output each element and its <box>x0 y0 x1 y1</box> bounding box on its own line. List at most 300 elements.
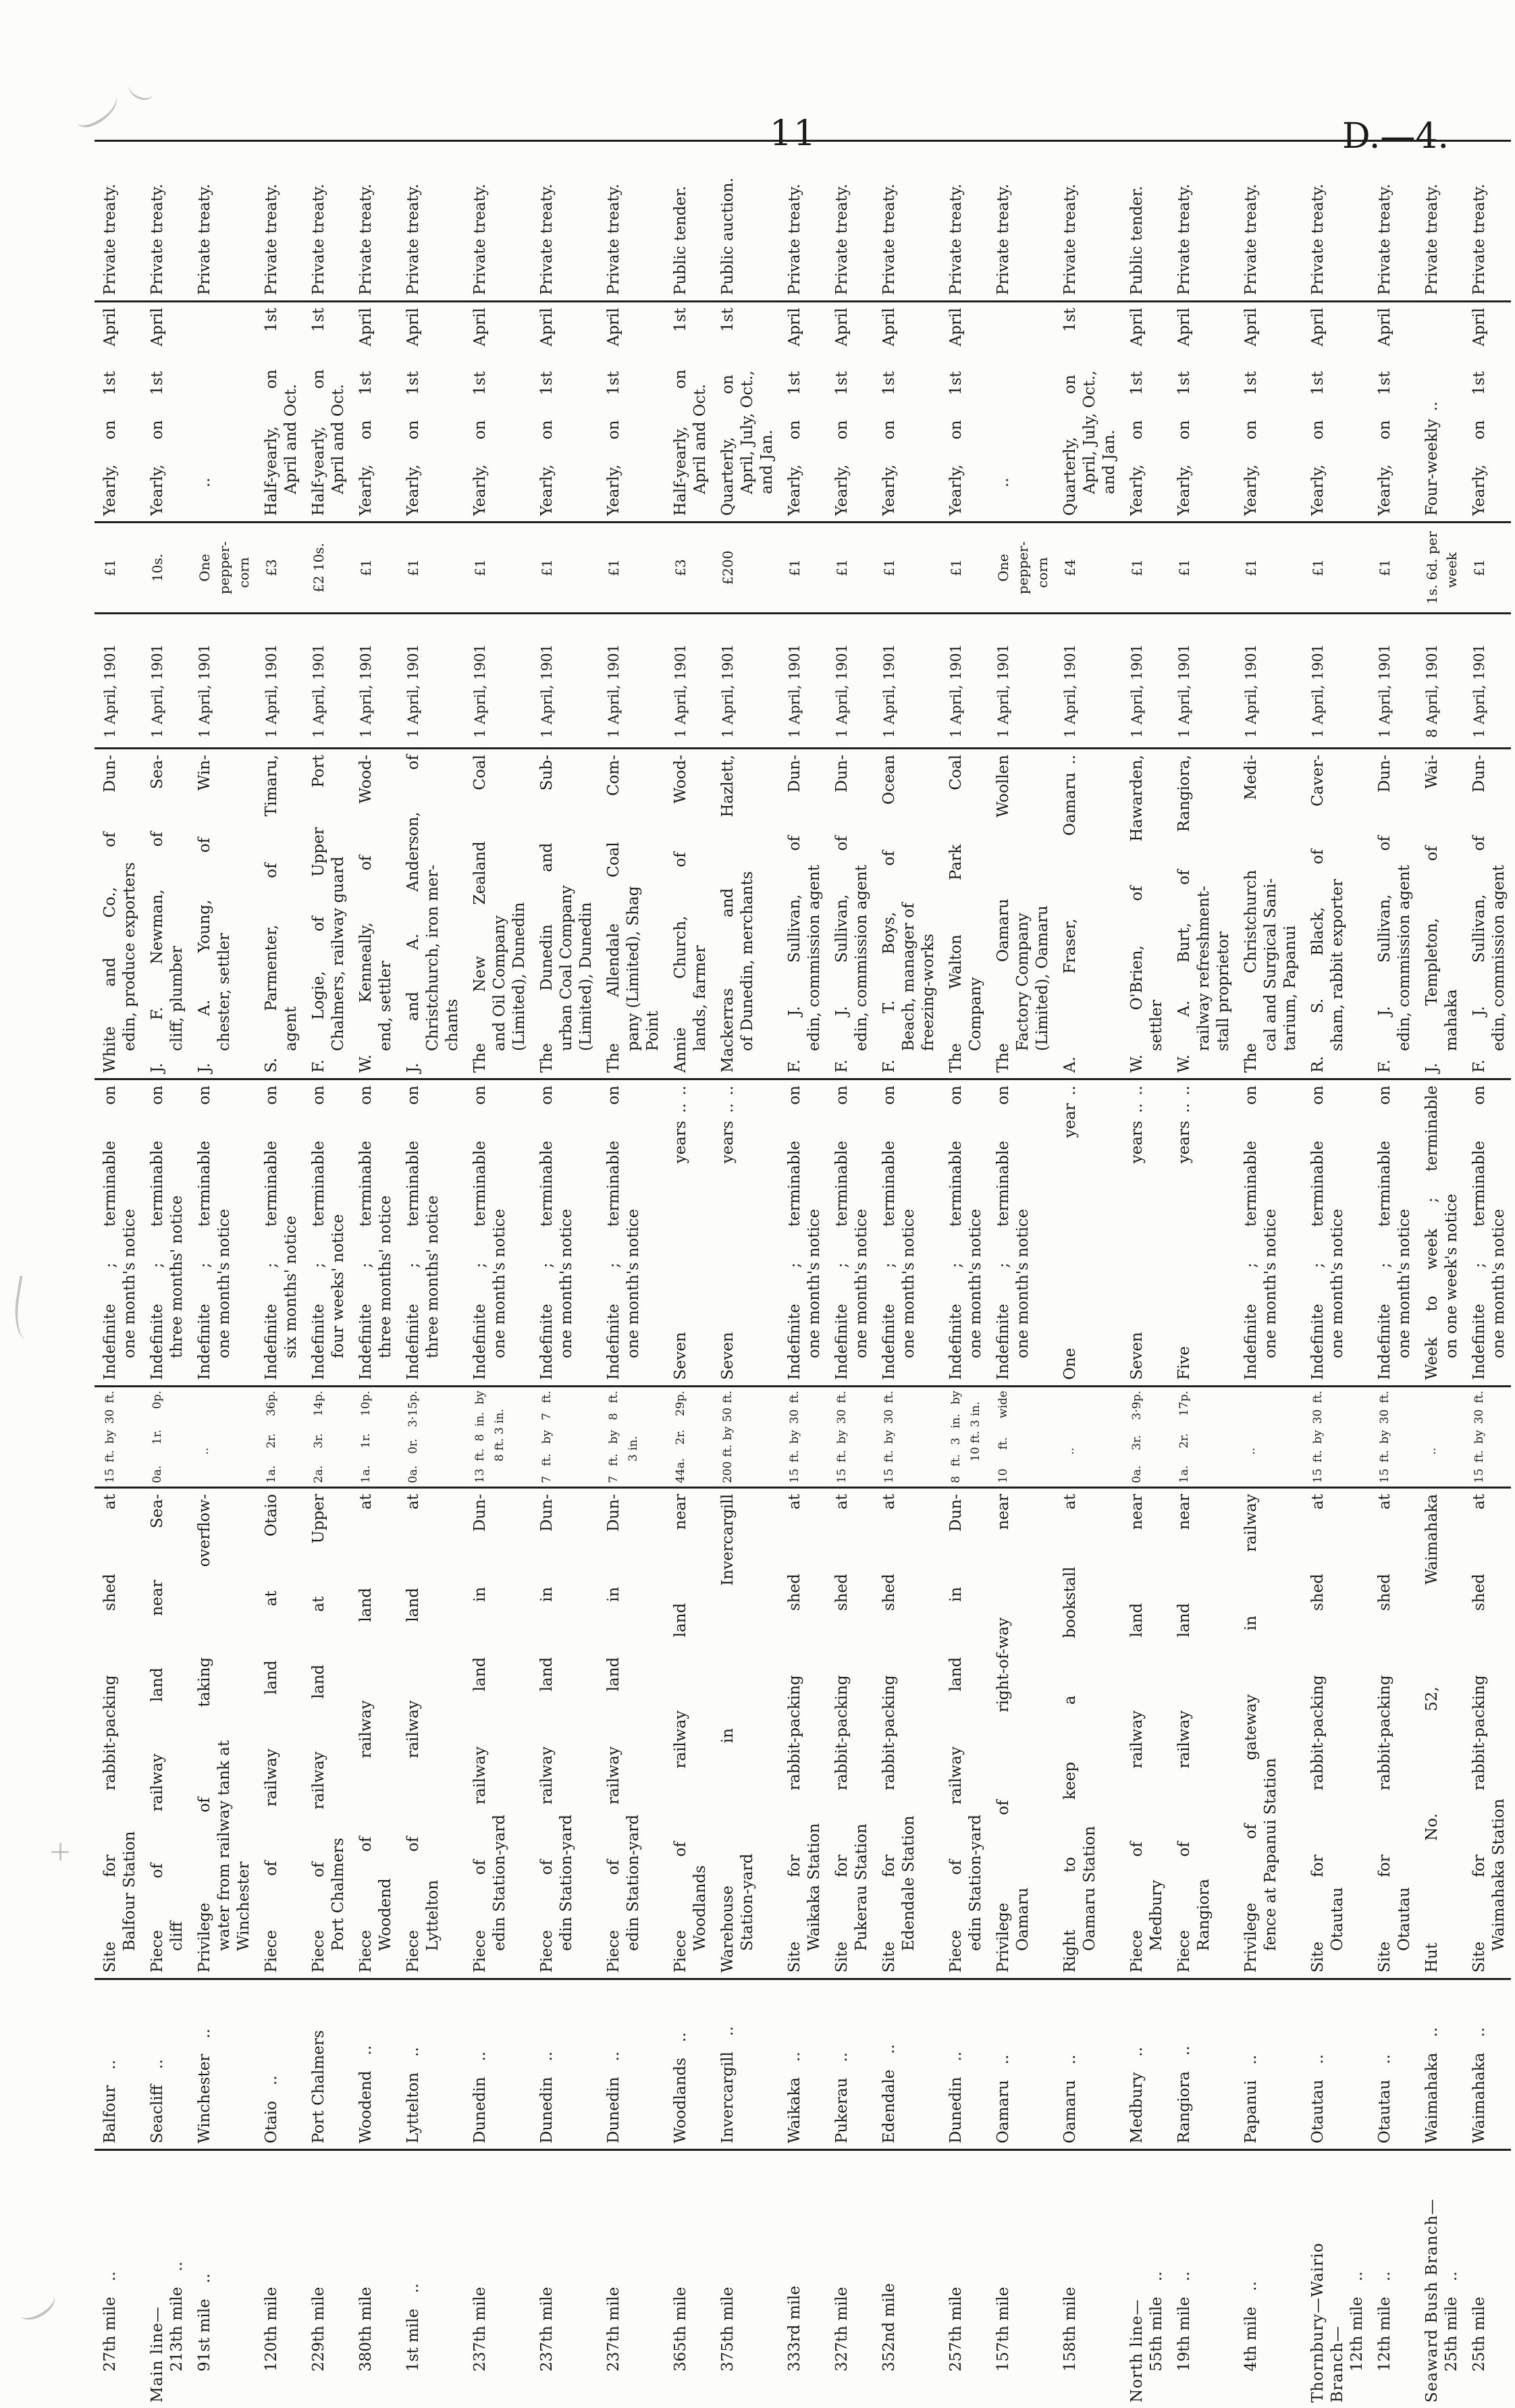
cell-station <box>779 1978 826 2149</box>
cell-line: three months' notice <box>377 1195 394 1358</box>
cell-line: April and Oct. <box>691 383 709 494</box>
cell-mile <box>665 2149 712 2408</box>
cell-lessee <box>826 747 874 1078</box>
cell-line: Yearly, on 1st April <box>1128 308 1146 516</box>
cell-line: 2a. 3r. 14p. <box>312 1391 325 1483</box>
cell-pay <box>398 300 464 521</box>
cell-terms <box>398 1078 464 1385</box>
cell-line: of Dunedin, merchants <box>739 871 756 1051</box>
cell-line: and Oil Company <box>491 915 508 1051</box>
cell-line: Pukerau Station <box>853 1823 870 1951</box>
cell-lessee <box>1121 747 1169 1078</box>
cell-station <box>1169 1978 1235 2149</box>
cell-line: Piece of railway land in Dun- <box>947 1494 965 1973</box>
cell-line: Indefinite ; terminable on <box>538 1086 556 1380</box>
cell-line: 0a. 3r. 3·9p. <box>1130 1391 1144 1483</box>
cell-disp <box>1302 140 1369 300</box>
cell-line: edin Station-yard <box>491 1815 508 1951</box>
table-row <box>1464 140 1511 2408</box>
cell-line: F. Logie, of Upper Port <box>310 755 327 1073</box>
cell-lessee <box>779 747 826 1078</box>
cell-line: Yearly, on 1st April <box>357 308 375 516</box>
cell-line: Private treaty. <box>1376 184 1393 295</box>
cell-line: Thornbury—Wairio <box>1309 2242 1327 2403</box>
cell-line: April and Oct. <box>329 383 347 494</box>
cell-line: 1 April, 1901 <box>881 644 897 738</box>
cell-rent <box>256 521 303 612</box>
cell-disp <box>874 140 940 300</box>
cell-terms <box>95 1078 142 1385</box>
cell-line: Yearly, on 1st April <box>149 308 166 516</box>
cell-mile <box>1169 2149 1235 2408</box>
cell-pay <box>189 300 256 521</box>
cell-terms <box>665 1078 712 1385</box>
cell-line: Public tender. <box>672 186 689 295</box>
cell-mile <box>712 2149 779 2408</box>
cell-line: edin Station-yard <box>624 1815 642 1951</box>
cell-line: Yearly, on 1st April <box>1376 308 1393 516</box>
cell-disp <box>1464 140 1511 300</box>
cell-line: Yearly, on 1st April <box>1175 308 1193 516</box>
cell-line: Private treaty. <box>149 184 166 295</box>
cell-line: (Limited), Dunedin <box>510 902 528 1051</box>
cell-line: Port Chalmers <box>329 1838 347 1951</box>
cell-line: cliff <box>168 1921 186 1951</box>
table-row <box>350 140 398 2408</box>
cell-line: Half-yearly, on 1st <box>672 308 689 516</box>
cell-area <box>598 1385 665 1487</box>
cell-line: Indefinite ; terminable on <box>833 1086 851 1380</box>
cell-area <box>1169 1385 1235 1487</box>
cell-line: Main line— <box>149 2306 166 2403</box>
cell-area <box>256 1385 303 1487</box>
cell-line: three months' notice <box>168 1195 186 1358</box>
cell-area <box>1369 1385 1416 1487</box>
cell-line: Private treaty. <box>101 184 119 295</box>
cell-line: Private treaty. <box>404 184 422 295</box>
cell-line: 157th mile <box>994 2286 1012 2372</box>
cell-desc <box>256 1487 303 1978</box>
cell-line: Dunedin .. <box>471 2051 489 2143</box>
cell-line: Waimahaka .. <box>1423 2027 1441 2143</box>
cell-line: 8 ft. 3 in. by <box>949 1391 963 1483</box>
cell-disp <box>779 140 826 300</box>
cell-line: one month's notice <box>491 1208 508 1358</box>
table-row <box>1235 140 1302 2408</box>
cell-terms <box>189 1078 256 1385</box>
cell-line: 25th mile <box>1470 2297 1488 2372</box>
cell-line: 4th mile .. <box>1242 2281 1260 2372</box>
cell-line: Yearly, on 1st April <box>833 308 851 516</box>
cell-area <box>712 1385 779 1487</box>
cell-line: Private treaty. <box>994 184 1012 295</box>
cell-station <box>303 1978 350 2149</box>
cell-rent <box>1416 521 1464 612</box>
cell-terms <box>1464 1078 1511 1385</box>
cell-rent <box>531 521 598 612</box>
cell-disp <box>598 140 665 300</box>
cell-lessee <box>665 747 712 1078</box>
cell-line: Yearly, on 1st April <box>1470 308 1488 516</box>
cell-line: £1 <box>834 559 850 577</box>
cell-area <box>940 1385 988 1487</box>
cell-line: Private treaty. <box>471 184 489 295</box>
cell-line: Private treaty. <box>310 184 327 295</box>
cell-area <box>665 1385 712 1487</box>
cell-date <box>1235 612 1302 747</box>
cell-area <box>303 1385 350 1487</box>
cell-line: Indefinite ; terminable on <box>196 1086 213 1380</box>
cell-line: 91st mile .. <box>196 2273 213 2372</box>
cell-line: stall proprietor <box>1215 931 1232 1051</box>
cell-lessee <box>1055 747 1121 1078</box>
cell-station <box>940 1978 988 2149</box>
cell-desc <box>142 1487 189 1978</box>
cell-area <box>1302 1385 1369 1487</box>
cell-line: 44a. 2r. 29p. <box>674 1391 687 1483</box>
cell-line: 15 ft. by 30 ft. <box>835 1391 849 1483</box>
cell-line: .. <box>196 477 213 487</box>
cell-terms <box>1369 1078 1416 1385</box>
cell-line: (Limited), Oamaru <box>1034 905 1051 1051</box>
cell-line: Christchurch, iron mer- <box>424 864 442 1051</box>
cell-lessee <box>1369 747 1416 1078</box>
cell-line: Private treaty. <box>263 184 280 295</box>
cell-line: £1 <box>1377 559 1393 577</box>
cell-line: Quarterly, on 1st <box>1061 308 1079 516</box>
cell-line: one month's notice <box>967 1208 984 1358</box>
cell-line: 7 ft. by 8 ft. <box>607 1391 620 1483</box>
cell-line: 380th mile <box>357 2286 375 2372</box>
cell-line: Yearly, on 1st April <box>538 308 556 516</box>
cell-line: Waikaka .. <box>786 2052 803 2143</box>
cell-desc <box>826 1487 874 1978</box>
table-row <box>95 140 142 2408</box>
cell-terms <box>988 1078 1055 1385</box>
cell-line: One pepper- <box>196 541 232 595</box>
cell-date <box>303 612 350 747</box>
cell-desc <box>1302 1487 1369 1978</box>
cell-line: 213th mile .. <box>168 2261 186 2372</box>
cell-line: Piece of railway land in Dun- <box>605 1494 622 1973</box>
cell-disp <box>940 140 988 300</box>
cell-line: Half-yearly, on 1st <box>310 308 327 516</box>
table-row <box>940 140 988 2408</box>
cell-date <box>142 612 189 747</box>
table-row <box>712 140 779 2408</box>
cell-pay <box>95 300 142 521</box>
cell-mile <box>531 2149 598 2408</box>
cell-line: water from railway tank at <box>215 1740 233 1951</box>
cell-line: Medbury .. <box>1128 2046 1146 2143</box>
cell-line: The Walton Park Coal <box>947 755 965 1073</box>
cell-line: Private treaty. <box>1061 184 1079 295</box>
cell-line: Beach, manager of <box>900 903 918 1051</box>
cell-line: 1 April, 1901 <box>196 644 213 738</box>
cell-line: Site for rabbit-packing shed at <box>101 1494 119 1973</box>
cell-line: Private treaty. <box>786 184 803 295</box>
cell-line: Papanui .. <box>1242 2054 1260 2143</box>
table-row <box>779 140 826 2408</box>
cell-station <box>1121 1978 1169 2149</box>
cell-lessee <box>1464 747 1511 1078</box>
cell-line: 19th mile .. <box>1175 2271 1193 2372</box>
cell-disp <box>1369 140 1416 300</box>
cell-mile <box>1464 2149 1511 2408</box>
cell-date <box>874 612 940 747</box>
cell-rent <box>189 521 256 612</box>
cell-line: Indefinite ; terminable on <box>994 1086 1012 1380</box>
cell-line: Yearly, on 1st April <box>947 308 965 516</box>
cell-line: Public tender. <box>1128 186 1146 295</box>
cell-line: six months' notice <box>282 1215 300 1358</box>
cell-line: F. J. Sullivan, of Dun- <box>1376 755 1393 1073</box>
cell-line: £1 <box>405 559 421 577</box>
cell-line: J. Templeton, of Wai- <box>1423 755 1441 1073</box>
cell-pay <box>1302 300 1369 521</box>
cell-line: 1 April, 1901 <box>948 644 964 738</box>
pencil-mark <box>59 1843 61 1861</box>
cell-rent <box>712 521 779 612</box>
cell-area <box>826 1385 874 1487</box>
cell-pay <box>1235 300 1302 521</box>
cell-line: 12th mile .. <box>1348 2271 1366 2372</box>
cell-line: 15 ft. by 30 ft. <box>1472 1391 1486 1483</box>
cell-terms <box>1121 1078 1169 1385</box>
cell-lessee <box>531 747 598 1078</box>
cell-mile <box>1369 2149 1416 2408</box>
cell-line: 237th mile <box>471 2286 489 2372</box>
cell-line: Indefinite ; terminable on <box>310 1086 327 1380</box>
cell-line: .. <box>1425 1447 1439 1455</box>
cell-line: £1 <box>1243 559 1259 577</box>
cell-line: W. O'Brien, of Hawarden, <box>1128 755 1146 1073</box>
cell-station <box>712 1978 779 2149</box>
cell-line: Dunedin .. <box>538 2051 556 2143</box>
cell-line: Waimahaka .. <box>1470 2027 1488 2143</box>
cell-pay <box>874 300 940 521</box>
cell-line: 1 April, 1901 <box>1062 644 1078 738</box>
cell-line: 1a. 1r. 10p. <box>359 1391 373 1483</box>
cell-line: Pukerau .. <box>833 2052 851 2143</box>
cell-disp <box>303 140 350 300</box>
cell-line: Piece of railway land at Upper <box>310 1494 327 1973</box>
cell-station <box>988 1978 1055 2149</box>
cell-date <box>189 612 256 747</box>
cell-line: Annie Church, of Wood- <box>672 755 689 1073</box>
cell-rent <box>464 521 531 612</box>
cell-line: White and Co., of Dun- <box>101 755 119 1073</box>
cell-line: Oamaru .. <box>994 2054 1012 2143</box>
cell-rent <box>874 521 940 612</box>
cell-pay <box>1055 300 1121 521</box>
cell-line: £1 <box>1176 559 1192 577</box>
cell-pay <box>256 300 303 521</box>
cell-line: £1 <box>539 559 555 577</box>
cell-date <box>665 612 712 747</box>
cell-pay <box>1169 300 1235 521</box>
cell-line: Dunedin .. <box>605 2051 622 2143</box>
cell-line: Site for rabbit-packing shed at <box>833 1494 851 1973</box>
cell-line: edin, commission agent <box>805 865 823 1051</box>
cell-line: 158th mile <box>1061 2286 1079 2372</box>
cell-line: 10 ft. 3 in. <box>969 1401 982 1462</box>
cell-line: Piece of railway land at <box>404 1494 422 1973</box>
cell-line: Private treaty. <box>196 184 213 295</box>
cell-rent <box>95 521 142 612</box>
cell-desc <box>874 1487 940 1978</box>
cell-line: Winchester <box>235 1861 252 1951</box>
cell-mile <box>598 2149 665 2408</box>
cell-line: £3 <box>263 559 280 577</box>
cell-lessee <box>398 747 464 1078</box>
cell-lessee <box>256 747 303 1078</box>
cell-line: Piece of railway land at Otaio <box>263 1494 280 1973</box>
cell-line: Indefinite ; terminable on <box>605 1086 622 1380</box>
cell-line: 237th mile <box>538 2286 556 2372</box>
cell-line: Privilege of gateway in railway <box>1242 1494 1260 1973</box>
cell-line: 1a. 2r. 36p. <box>265 1391 278 1483</box>
cell-terms <box>712 1078 779 1385</box>
cell-mile <box>350 2149 398 2408</box>
cell-line: Hut No. 52, Waimahaka <box>1423 1494 1441 1973</box>
table-row <box>1121 140 1169 2408</box>
cell-line: W. Kenneally, of Wood- <box>357 755 375 1073</box>
cell-line: Site for rabbit-packing shed at <box>786 1494 803 1973</box>
cell-line: Private treaty. <box>1175 184 1193 295</box>
document-reference: D.—4. <box>1342 116 1449 157</box>
cell-area <box>874 1385 940 1487</box>
cell-rent <box>142 521 189 612</box>
cell-station <box>95 1978 142 2149</box>
cell-mile <box>874 2149 940 2408</box>
cell-station <box>256 1978 303 2149</box>
table-row <box>1369 140 1416 2408</box>
cell-line: Rangiora .. <box>1175 2045 1193 2143</box>
cell-line: £1 <box>1310 559 1326 577</box>
lease-table-body <box>95 140 1511 2408</box>
cell-line: £1 <box>1471 559 1487 577</box>
cell-area <box>1121 1385 1169 1487</box>
cell-lessee <box>142 747 189 1078</box>
cell-desc <box>1235 1487 1302 1978</box>
cell-line: Piece of railway land near Sea- <box>149 1494 166 1973</box>
cell-line: 3 in. <box>627 1435 640 1462</box>
cell-line: Indefinite ; terminable on <box>1309 1086 1327 1380</box>
cell-line: 1 April, 1901 <box>311 644 327 738</box>
cell-rent <box>988 521 1055 612</box>
pencil-mark <box>10 1276 45 1341</box>
cell-line: Factory Company <box>1014 913 1032 1051</box>
cell-line: £2 10s. <box>311 543 327 593</box>
cell-line: edin, produce exporters <box>121 862 138 1051</box>
cell-lessee <box>874 747 940 1078</box>
cell-line: Piece of railway land near <box>672 1494 689 1973</box>
cell-lessee <box>1302 747 1369 1078</box>
cell-line: Seacliff .. <box>149 2059 166 2143</box>
cell-line: The Dunedin and Sub- <box>538 755 556 1073</box>
cell-desc <box>398 1487 464 1978</box>
cell-line: Piece of railway land near <box>1128 1494 1146 1973</box>
cell-lessee <box>598 747 665 1078</box>
cell-line: R. S. Black, of Caver- <box>1309 755 1327 1073</box>
pencil-mark <box>126 77 156 102</box>
cell-line: One pepper- <box>995 541 1031 595</box>
cell-mile <box>95 2149 142 2408</box>
cell-line: corn <box>1034 557 1051 588</box>
cell-terms <box>303 1078 350 1385</box>
cell-line: Edendale .. <box>880 2044 898 2143</box>
cell-line: Winchester .. <box>196 2029 213 2143</box>
cell-lessee <box>464 747 531 1078</box>
cell-line: 200 ft. by 50 ft. <box>721 1391 735 1483</box>
cell-desc <box>1055 1487 1121 1978</box>
cell-line: agent <box>282 1006 300 1051</box>
cell-line: lands, farmer <box>691 945 709 1051</box>
cell-line: Lyttelton <box>424 1879 442 1951</box>
cell-date <box>1121 612 1169 747</box>
cell-line: The Allendale Coal Com- <box>605 755 622 1073</box>
rotated-table-inner <box>95 140 1515 2408</box>
cell-desc <box>95 1487 142 1978</box>
cell-line: April, July, Oct., <box>739 370 756 494</box>
cell-line: Rangiora <box>1195 1878 1213 1951</box>
table-row <box>598 140 665 2408</box>
cell-terms <box>531 1078 598 1385</box>
cell-pay <box>464 300 531 521</box>
cell-line: one month's notice <box>624 1208 642 1358</box>
cell-station <box>1055 1978 1121 2149</box>
cell-line: 10 ft. wide <box>996 1391 1010 1483</box>
cell-line: tarium, Papanui <box>1281 925 1299 1051</box>
cell-line: Private treaty. <box>880 184 898 295</box>
cell-mile <box>464 2149 531 2408</box>
cell-line: four weeks' notice <box>329 1214 347 1358</box>
cell-mile <box>256 2149 303 2408</box>
cell-line: 1 April, 1901 <box>1243 644 1259 738</box>
cell-line: 1 April, 1901 <box>539 644 555 738</box>
table-row <box>988 140 1055 2408</box>
cell-line: 1 April, 1901 <box>1129 644 1145 738</box>
cell-line: £1 <box>606 559 622 577</box>
cell-line: Yearly, on 1st April <box>101 308 119 516</box>
cell-lessee <box>988 747 1055 1078</box>
cell-line: 1 April, 1901 <box>1310 644 1326 738</box>
cell-desc <box>350 1487 398 1978</box>
cell-line: Woodend .. <box>357 2045 375 2143</box>
cell-line: freezing-works <box>920 934 937 1051</box>
cell-rent <box>1369 521 1416 612</box>
cell-line: mahaka <box>1443 989 1460 1051</box>
cell-terms <box>464 1078 531 1385</box>
cell-date <box>826 612 874 747</box>
cell-line: April and Oct. <box>282 383 300 494</box>
cell-area <box>779 1385 826 1487</box>
cell-desc <box>189 1487 256 1978</box>
cell-line: 1 April, 1901 <box>787 644 803 738</box>
cell-line: Dunedin .. <box>947 2051 965 2143</box>
cell-line: Balfour .. <box>101 2060 119 2143</box>
table-row <box>303 140 350 2408</box>
cell-disp <box>256 140 303 300</box>
cell-line: 27th mile .. <box>101 2271 119 2372</box>
cell-line: one month's notice <box>853 1208 870 1358</box>
cell-pay <box>665 300 712 521</box>
cell-disp <box>1121 140 1169 300</box>
cell-line: 8 ft. 3 in. <box>493 1408 506 1462</box>
cell-desc <box>988 1487 1055 1978</box>
cell-lessee <box>95 747 142 1078</box>
